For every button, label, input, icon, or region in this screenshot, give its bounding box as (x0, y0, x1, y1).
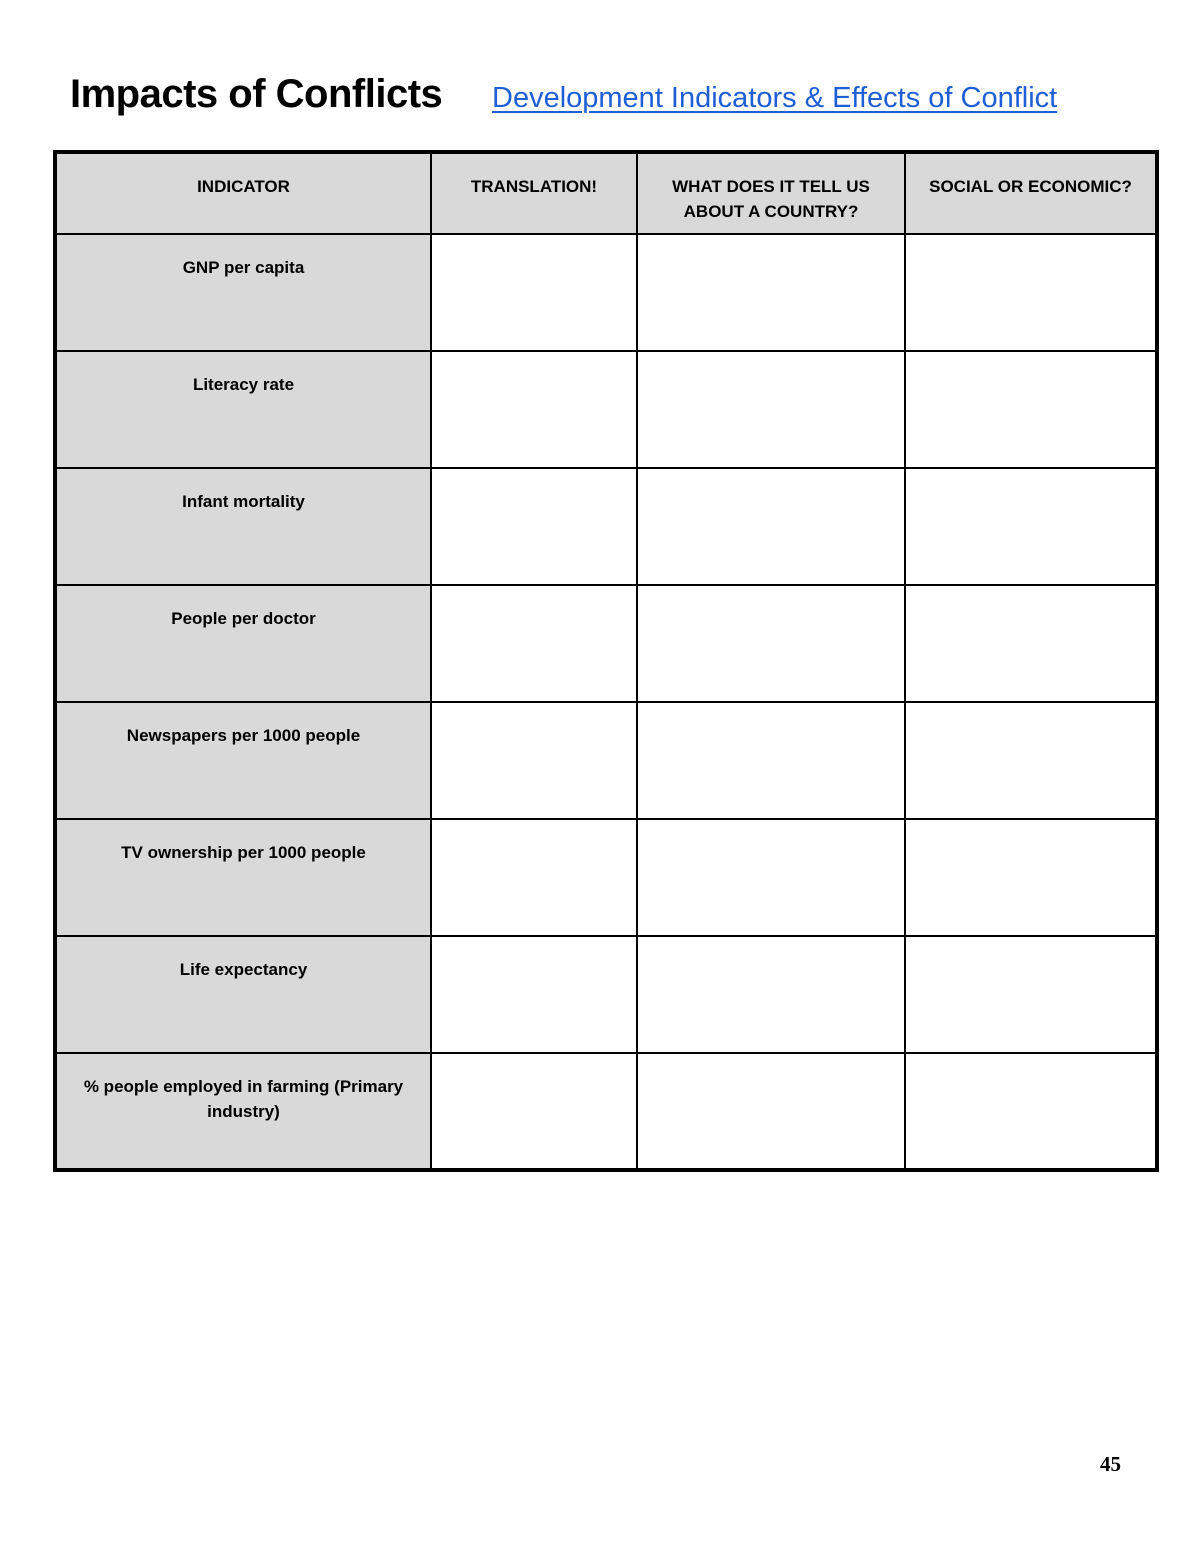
meaning-cell[interactable] (637, 936, 905, 1053)
translation-cell[interactable] (431, 819, 637, 936)
indicator-cell: Life expectancy (55, 936, 431, 1053)
page-header (70, 68, 1140, 124)
meaning-cell[interactable] (637, 585, 905, 702)
page-title: Impacts of Conflicts (70, 72, 443, 116)
translation-cell[interactable] (431, 702, 637, 819)
meaning-cell[interactable] (637, 468, 905, 585)
indicator-cell: Infant mortality (55, 468, 431, 585)
social-or-economic-cell[interactable] (905, 234, 1157, 351)
social-or-economic-cell[interactable] (905, 585, 1157, 702)
translation-cell[interactable] (431, 585, 637, 702)
table-row (55, 234, 1157, 351)
indicator-cell: People per doctor (55, 585, 431, 702)
indicator-table-container (53, 150, 1159, 1172)
translation-cell[interactable] (431, 234, 637, 351)
meaning-cell[interactable] (637, 351, 905, 468)
indicator-cell: Literacy rate (55, 351, 431, 468)
social-or-economic-cell[interactable] (905, 1053, 1157, 1170)
translation-cell[interactable] (431, 936, 637, 1053)
column-header-translation: TRANSLATION! (431, 152, 637, 234)
development-indicators-link[interactable]: Development Indicators & Effects of Conflict (492, 82, 1058, 114)
meaning-cell[interactable] (637, 1053, 905, 1170)
table-row (55, 585, 1157, 702)
translation-cell[interactable] (431, 351, 637, 468)
meaning-cell[interactable] (637, 819, 905, 936)
social-or-economic-cell[interactable] (905, 468, 1157, 585)
table-header-row (55, 152, 1157, 234)
translation-cell[interactable] (431, 468, 637, 585)
indicator-cell: GNP per capita (55, 234, 431, 351)
column-header-social-or-economic: SOCIAL OR ECONOMIC? (905, 152, 1157, 234)
social-or-economic-cell[interactable] (905, 819, 1157, 936)
page-number: 45 (1100, 1452, 1121, 1476)
social-or-economic-cell[interactable] (905, 702, 1157, 819)
social-or-economic-cell[interactable] (905, 351, 1157, 468)
social-or-economic-cell[interactable] (905, 936, 1157, 1053)
table-row (55, 702, 1157, 819)
indicator-cell: TV ownership per 1000 people (55, 819, 431, 936)
indicator-table (53, 150, 1159, 1172)
meaning-cell[interactable] (637, 234, 905, 351)
indicator-cell: % people employed in farming (Primary industry) (55, 1053, 431, 1170)
table-row (55, 468, 1157, 585)
table-row (55, 936, 1157, 1053)
translation-cell[interactable] (431, 1053, 637, 1170)
column-header-indicator: INDICATOR (55, 152, 431, 234)
meaning-cell[interactable] (637, 702, 905, 819)
indicator-cell: Newspapers per 1000 people (55, 702, 431, 819)
table-row (55, 351, 1157, 468)
table-row (55, 819, 1157, 936)
column-header-meaning: WHAT DOES IT TELL US ABOUT A COUNTRY? (637, 152, 905, 234)
table-row (55, 1053, 1157, 1170)
